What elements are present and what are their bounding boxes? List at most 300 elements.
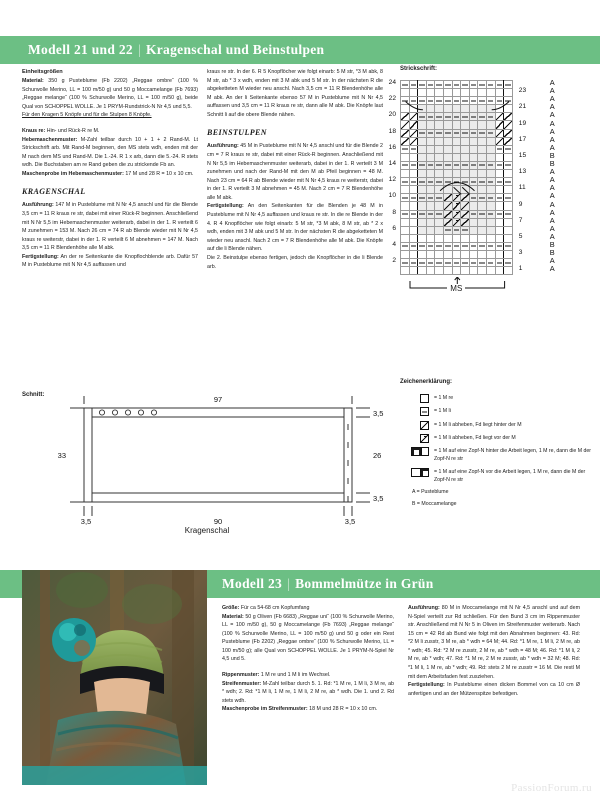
chart-cell [478,89,487,97]
schnitt-bottom-right: 3,5 [344,517,356,526]
chart-cell [443,81,452,89]
chart-row-number-left: 8 [392,208,396,216]
chart-row-number-left: 4 [392,241,396,248]
kragenschal-section-heading: KRAGENSCHAL [22,187,86,197]
schnitt-right-middle: 26 [373,451,382,460]
column-2-continuation: kraus re str. In der 6. R 5 Knopflöcher wie folgt einarb: 5 M str, *3 M abk, 8 M str, ab * 3 x wdh, enden mit 3 M abk und 5 M str. In der nächsten R die abgeketteten M wieder neu anschl. Nach 3,5 cm = 11 R Blendenhöhe alle M abk. An der li Seitenkante ebenso 57 M in Pusteblume mit N Nr 4,5 auffassen und 3,5 cm = 11 R kraus re str, dann alle M abk. Die Knöpfe laut Schnitt li auf die obere Blende nähen. [207,69,383,118]
legend-symbol [400,421,434,430]
legend-row [400,468,595,485]
model-23-photo [22,570,207,785]
chart-cell [486,145,495,153]
material-paragraph [22,77,198,111]
chart-cell [486,161,495,169]
chart-row [401,121,513,129]
chart-cell [452,105,461,113]
legend-text: = 1 M li abheben, Fd liegt vor der M [434,434,516,441]
chart-cell [409,161,418,169]
legend-row [400,447,595,464]
chart-cell [495,145,504,153]
chart-cell [418,202,427,210]
chart-cell [452,226,461,234]
zeichenerklaerung-legend [400,378,595,513]
chart-color-letter: A [549,102,555,112]
legend-text: = 1 M li abheben, Fd liegt hinter der M [434,421,522,428]
beinstulpen-last-paragraph: Die 2. Beinstulpe ebenso fertigen, jedoch die Knopflöcher in die li Blende arb. [207,254,383,270]
chart-cell [401,170,410,178]
groesse-text: Für ca 54-68 cm Kopfumfang [239,605,310,611]
chart-cell [478,250,487,258]
chart-cell [418,267,427,275]
chart-cell [426,210,435,218]
chart-cell [495,218,504,226]
chart-cell [401,153,410,161]
fertigstellung-23-text: In Pusteblume einen dicken Bommel von ca 10 cm Ø anfertigen und an der Mützenspitze befestigen. [408,682,580,697]
chart-row [401,145,513,153]
chart-cell [409,137,418,145]
chart-cell [461,161,470,169]
chart-row [401,242,513,250]
chart-grid-holder [388,78,590,294]
chart-cell [469,250,478,258]
chart-cell [418,137,427,145]
schnitt-title: Kragenschal [184,526,230,535]
chart-cell [401,202,410,210]
chart-cell [478,105,487,113]
chart-cell [504,267,513,275]
chart-row-number-right: 5 [518,232,523,240]
chart-color-letter: A [549,118,555,128]
chart-cell [469,161,478,169]
hebemaschenmuster-label: Hebemaschenmuster: [22,136,78,143]
chart-cell [435,121,444,129]
chart-cell [504,194,513,202]
chart-row [401,234,513,242]
chart-cell [469,186,478,194]
legend-symbol [400,468,434,477]
chart-cell [426,218,435,226]
material-text: 350 g Pusteblume (Fb 2202) „Reggae ombre“ (100 % Schurwolle Merino, LL = 100 m/50 g) und 50 g Moccamelange (Fb 7693) „Reggae melange“ (100 % Schurwolle Merino, LL = 100 m/50 g), beide Qual von SCHOPPEL WOLLE. Je 1 PRYM-Rundstrick-N Nr 4,5 und 5,5. [22,78,198,110]
chart-cell [486,186,495,194]
chart-cell [478,218,487,226]
chart-cell [452,89,461,97]
chart-cell [504,202,513,210]
chart-row [401,170,513,178]
chart-cell [469,234,478,242]
chart-color-letter: A [549,134,555,144]
chart-cell [495,89,504,97]
maschenprobe-text: 17 M und 28 R = 10 x 10 cm. [123,170,194,177]
chart-cell [435,250,444,258]
chart-cell [443,210,452,218]
chart-cell [435,89,444,97]
chart-row-number-left: 18 [388,127,396,135]
chart-cell [418,186,427,194]
chart-cell [409,186,418,194]
chart-cell [409,210,418,218]
groesse-label: Größe: [222,605,240,611]
model-21-22-column-1 [22,68,198,270]
maschenprobe-label: Maschenprobe im Hebemaschenmuster: [22,170,124,177]
legend-letter-b: B = Moccamelange [412,500,457,507]
chart-cell [435,259,444,267]
chart-cell [401,113,410,121]
streifenmuster-label: Streifenmuster: [222,680,262,687]
chart-cell [469,210,478,218]
chart-row [401,97,513,105]
chart-cell [443,137,452,145]
chart-cell [452,186,461,194]
chart-cell [443,129,452,137]
chart-row-number-left: 10 [388,192,396,200]
chart-cell [461,105,470,113]
chart-cell [452,267,461,275]
chart-cell [452,153,461,161]
chart-cell [418,250,427,258]
chart-cell [401,186,410,194]
chart-cell [495,113,504,121]
chart-cell [452,145,461,153]
chart-cell [426,194,435,202]
chart-cell [426,242,435,250]
chart-cell [478,210,487,218]
chart-cell [461,153,470,161]
title-separator: | [137,42,141,57]
chart-cell [409,153,418,161]
chart-cell [426,161,435,169]
chart-cell [426,105,435,113]
chart-cell [435,129,444,137]
chart-cell [461,145,470,153]
chart-cell [426,259,435,267]
chart-cell [478,202,487,210]
chart-cell [409,259,418,267]
chart-cell [504,178,513,186]
chart-cell [504,81,513,89]
schnitt-right-top: 3,5 [373,409,384,418]
chart-cell [461,210,470,218]
chart-color-letter: A [549,215,555,225]
chart-grid [400,80,513,275]
chart-cell [486,81,495,89]
chart-cell [495,153,504,161]
schnitt-top-width: 97 [213,395,223,404]
chart-cell [469,137,478,145]
kraus-re-label: Kraus re: [22,127,46,134]
legend-text: = 1 M li [434,408,451,415]
chart-cell [418,97,427,105]
chart-row-number-right: 3 [518,249,523,257]
chart-row [401,267,513,275]
chart-cell [452,234,461,242]
chart-cell [401,145,410,153]
chart-cell [435,194,444,202]
chart-cell [452,210,461,218]
chart-cell [443,178,452,186]
chart-cell [426,267,435,275]
chart-cell [426,153,435,161]
chart-cell [461,242,470,250]
groesse-paragraph [222,604,394,613]
chart-cell [495,170,504,178]
chart-row-number-right: 19 [518,119,527,127]
chart-color-letter: A [549,183,555,193]
beinstulpen-fertigstellung [207,202,383,253]
fertigstellung-label-1: Fertigstellung: [22,253,59,260]
chart-cell [495,161,504,169]
chart-row-number-right: 13 [518,168,527,176]
chart-cell [435,113,444,121]
chart-cell [504,121,513,129]
chart-cell [401,218,410,226]
chart-cell [504,250,513,258]
chart-cell [409,89,418,97]
chart-cell [461,97,470,105]
chart-color-letter: A [549,142,555,152]
blank-cell-icon [420,394,429,403]
chart-cell [504,137,513,145]
chart-row-number-left: 12 [388,176,396,184]
legend-text: = 1 M auf eine Zopf-N hinter die Arbeit legen, 1 M re, dann die M der Zopf-N re str [434,448,592,462]
chart-color-letter: A [549,207,555,217]
chart-cell [418,145,427,153]
chart-cell [495,81,504,89]
chart-cell [435,234,444,242]
chart-cell [409,250,418,258]
chart-cell [426,137,435,145]
chart-cell [418,259,427,267]
chart-cell [461,113,470,121]
purl-cell-icon [420,407,429,416]
chart-cell [486,113,495,121]
chart-cell [469,105,478,113]
cable-front-cell-icon [411,468,429,477]
chart-cell [478,129,487,137]
schnitt-bottom-width: 90 [213,517,223,526]
chart-cell [418,89,427,97]
chart-cell [426,121,435,129]
chart-cell [504,129,513,137]
chart-cell [495,121,504,129]
chart-cell [443,186,452,194]
chart-cell [504,218,513,226]
chart-row-number-right: 9 [518,200,523,208]
chart-cell [426,178,435,186]
chart-row-number-left: 6 [392,224,396,232]
chart-cell [409,178,418,186]
chart-row [401,137,513,145]
chart-cell [443,259,452,267]
chart-cell [504,226,513,234]
chart-cell [495,194,504,202]
chart-cell [435,226,444,234]
chart-cell [443,170,452,178]
chart-cell [418,226,427,234]
chart-cell [426,170,435,178]
chart-cell [401,137,410,145]
chart-cell [504,242,513,250]
chart-cell [401,234,410,242]
streifenmuster-paragraph [222,680,394,706]
legend-row [400,421,595,430]
chart-cell [461,170,470,178]
zeichenerklaerung-heading: Zeichenerklärung: [400,379,453,385]
chart-cell [469,267,478,275]
maschenprobe-23-text: 18 M und 28 R = 10 x 10 cm. [307,706,378,713]
kragenschal-ausfuehrung [22,201,198,252]
fertigstellung-23-label: Fertigstellung: [408,682,445,689]
chart-cell [495,250,504,258]
chart-row-number-left: 16 [388,143,396,151]
chart-cell [478,153,487,161]
legend-symbol [400,407,434,416]
legend-symbol [400,394,434,403]
chart-cell [418,242,427,250]
chart-cell [409,226,418,234]
chart-cell [401,89,410,97]
chart-row-number-right: 1 [518,265,523,273]
chart-color-letter: A [549,86,555,96]
chart-color-letter: B [549,248,555,258]
chart-cell [426,113,435,121]
chart-cell [401,81,410,89]
chart-cell [461,89,470,97]
chart-cell [409,105,418,113]
chart-cell [435,137,444,145]
chart-cell [401,250,410,258]
chart-cell [461,259,470,267]
title-separator-2: | [287,576,291,591]
chart-cell [435,202,444,210]
chart-cell [495,259,504,267]
hebemaschenmuster-paragraph [22,136,198,170]
chart-cell [469,81,478,89]
chart-cell [469,242,478,250]
chart-cell [469,170,478,178]
chart-cell [486,259,495,267]
model-21-22-title-right: Kragenschal und Beinstulpen [145,42,325,57]
chart-cell [504,153,513,161]
chart-color-letter: A [549,223,555,233]
chart-cell [469,194,478,202]
beinstulpen-section-heading: BEINSTULPEN [207,128,267,138]
chart-cell [486,250,495,258]
slip-front-cell-icon [420,434,429,443]
chart-cell [469,178,478,186]
chart-row-number-right: 21 [518,103,527,111]
chart-cell [478,113,487,121]
fertigstellung-23-paragraph [408,681,580,698]
chart-cell [426,234,435,242]
chart-cell [469,113,478,121]
streifenmuster-text: M-Zahl teilbar durch 5. 1. Rd: *1 M re, 1 M li, 3 M re, ab * wdh; 2. Rd: *1 M li, 1 M re, 1 M li, 2 M re, ab * wdh. Die 1. und 2. Rd stets wdh. [222,680,394,704]
chart-cell [452,137,461,145]
chart-cell [401,105,410,113]
chart-color-letter: A [549,199,555,209]
chart-cell [409,218,418,226]
chart-cell [443,97,452,105]
chart-cell [426,202,435,210]
chart-cell [495,97,504,105]
chart-cell [486,226,495,234]
chart-row [401,226,513,234]
chart-row-number-left: 20 [388,111,396,119]
chart-cell [418,178,427,186]
rippenmuster-paragraph [222,671,394,680]
chart-cell [478,170,487,178]
chart-row-number-left: 22 [388,95,396,103]
chart-cell [495,202,504,210]
chart-cell [504,105,513,113]
hebemaschenmuster-text: M-Zahl teilbar durch 10 + 1 + 2 Rand-M. Lt Strickschrift arb. Mit Rand-M beginnen, den MS stets wdh, enden mit der M nach dem MS und Rand-M. Die 1.-24. R 1 x arb, dann die 5.-24. R stets wdh. Die Buchstaben am re Rand geben die zu strickende Fb an. [22,136,198,169]
chart-cell [504,161,513,169]
chart-cell [469,129,478,137]
chart-row [401,81,513,89]
chart-cell [486,178,495,186]
ms-label: MS [447,284,465,293]
chart-cell [409,129,418,137]
beinstulpen-ausfuehrung [207,142,383,202]
chart-cell [486,121,495,129]
chart-cell [435,97,444,105]
ausfuehrung-23-paragraph [408,604,580,681]
ausfuehrung-23-label: Ausführung: [408,605,440,611]
chart-cell [435,210,444,218]
kraus-re-paragraph [22,127,198,136]
fertigstellung-text-1: An der re Seitenkante die Knopflochblende arb. Dafür 57 M in Pusteblume mit N Nr 4,5 auffassen und [22,253,198,269]
material-label: Material: [22,78,44,85]
chart-cell [504,234,513,242]
chart-cell [469,121,478,129]
chart-color-letter: B [549,159,555,168]
chart-cell [461,186,470,194]
chart-cell [435,81,444,89]
chart-cell [478,259,487,267]
chart-cell [452,194,461,202]
chart-cell [401,178,410,186]
rippenmuster-text: 1 M re und 1 M li im Wechsel. [259,672,331,679]
chart-cell [452,242,461,250]
chart-row [401,153,513,161]
kragenschal-fertigstellung [22,253,198,270]
chart-cell [443,267,452,275]
chart-cell [495,226,504,234]
chart-cell [461,267,470,275]
chart-row-number-right: 17 [518,135,527,143]
chart-cell [461,234,470,242]
chart-cell [443,145,452,153]
chart-cell [401,226,410,234]
model-23-title-left: Modell 23 [222,576,283,591]
chart-cell [495,210,504,218]
chart-color-letter: A [549,256,555,266]
chart-color-letter: A [549,167,555,177]
watermark: PassionForum.ru [511,782,592,794]
chart-cell [478,226,487,234]
legend-text: = 1 M auf eine Zopf-N vor die Arbeit legen, 1 M re, dann die M der Zopf-N re str [434,469,586,483]
chart-cell [486,97,495,105]
chart-row [401,194,513,202]
chart-cell [426,89,435,97]
chart-cell [435,218,444,226]
chart-cell [401,121,410,129]
chart-cell [452,121,461,129]
chart-row [401,129,513,137]
chart-cell [486,129,495,137]
chart-cell [495,234,504,242]
chart-cell [443,194,452,202]
chart-color-letter: A [549,264,555,274]
legend-letter-a: A = Pusteblume [412,488,449,495]
